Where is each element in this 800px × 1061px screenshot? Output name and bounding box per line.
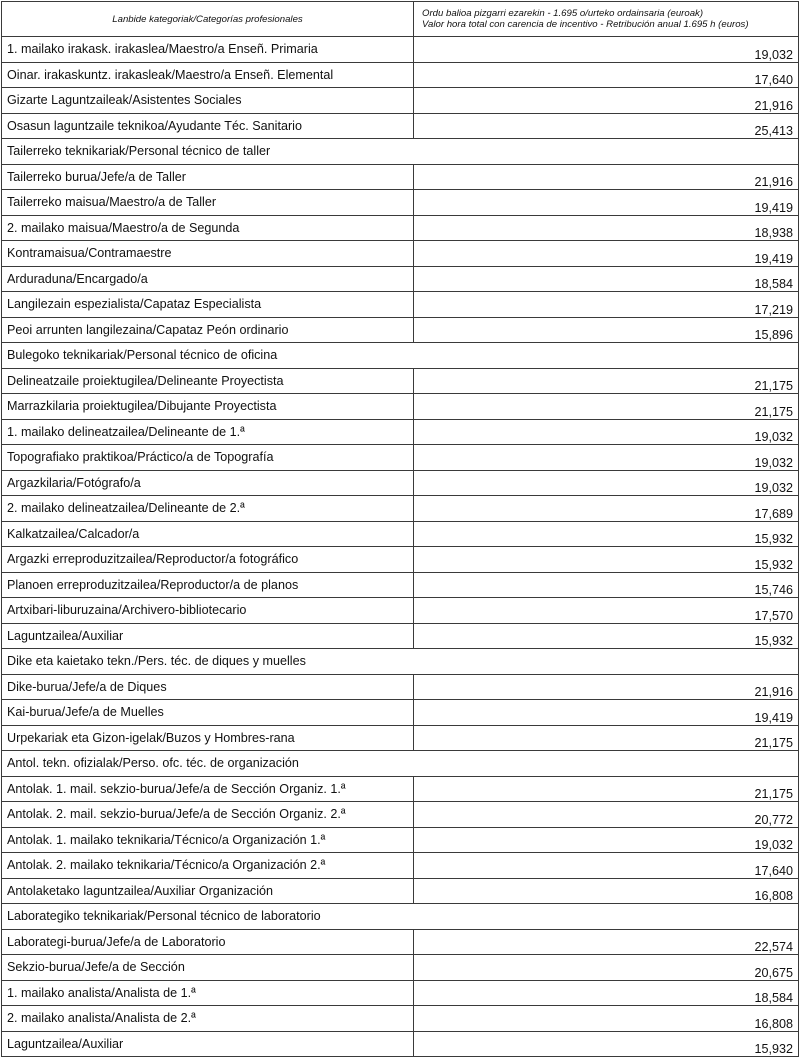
category-label: Laborategiko teknikariak/Personal técnico de laboratorio	[2, 904, 799, 930]
row-value: 19,032	[414, 445, 799, 471]
table-row	[2, 1006, 799, 1032]
row-label: Langilezain espezialista/Capataz Especialista	[2, 292, 414, 318]
table-row	[2, 62, 799, 88]
row-label: Laguntzailea/Auxiliar	[2, 623, 414, 649]
row-label: Planoen erreproduzitzailea/Reproductor/a de planos	[2, 572, 414, 598]
table-row	[2, 394, 799, 420]
table-row	[2, 598, 799, 624]
table-row	[2, 368, 799, 394]
row-label: Gizarte Laguntzaileak/Asistentes Sociales	[2, 88, 414, 114]
row-value: 21,175	[414, 368, 799, 394]
row-label: Osasun laguntzaile teknikoa/Ayudante Téc. Sanitario	[2, 113, 414, 139]
row-label: Antolaketako laguntzailea/Auxiliar Organización	[2, 878, 414, 904]
row-label: 1. mailako analista/Analista de 1.ª	[2, 980, 414, 1006]
table-row	[2, 547, 799, 573]
row-label: Antolak. 1. mailako teknikaria/Técnico/a Organización 1.ª	[2, 827, 414, 853]
table-row	[2, 878, 799, 904]
row-value: 16,808	[414, 878, 799, 904]
row-label: Antolak. 1. mail. sekzio-burua/Jefe/a de Sección Organiz. 1.ª	[2, 776, 414, 802]
table-row	[2, 572, 799, 598]
row-label: Arduraduna/Encargado/a	[2, 266, 414, 292]
row-value: 18,938	[414, 215, 799, 241]
row-value: 15,932	[414, 1031, 799, 1057]
column-header-value-basque: Ordu balioa pizgarri ezarekin - 1.695 o/urteko ordainsaria (euroak)	[422, 8, 704, 19]
table-row	[2, 88, 799, 114]
category-row	[2, 649, 799, 675]
row-value: 19,032	[414, 419, 799, 445]
row-label: Artxibari-liburuzaina/Archivero-bibliotecario	[2, 598, 414, 624]
row-label: 1. mailako delineatzailea/Delineante de 1.ª	[2, 419, 414, 445]
row-label: Marrazkilaria proiektugilea/Dibujante Proyectista	[2, 394, 414, 420]
row-value: 25,413	[414, 113, 799, 139]
row-value: 20,772	[414, 802, 799, 828]
category-label: Tailerreko teknikariak/Personal técnico de taller	[2, 139, 799, 165]
category-row	[2, 751, 799, 777]
row-label: 2. mailako analista/Analista de 2.ª	[2, 1006, 414, 1032]
row-value: 21,916	[414, 674, 799, 700]
table-row	[2, 470, 799, 496]
row-label: Kontramaisua/Contramaestre	[2, 241, 414, 267]
table-row	[2, 292, 799, 318]
table-row	[2, 37, 799, 63]
row-value: 18,584	[414, 266, 799, 292]
table-row	[2, 164, 799, 190]
table-row	[2, 776, 799, 802]
row-label: Antolak. 2. mail. sekzio-burua/Jefe/a de Sección Organiz. 2.ª	[2, 802, 414, 828]
category-label: Antol. tekn. ofizialak/Perso. ofc. téc. de organización	[2, 751, 799, 777]
row-label: Antolak. 2. mailako teknikaria/Técnico/a Organización 2.ª	[2, 853, 414, 879]
row-label: Peoi arrunten langilezaina/Capataz Peón ordinario	[2, 317, 414, 343]
row-label: Kai-burua/Jefe/a de Muelles	[2, 700, 414, 726]
row-label: 2. mailako maisua/Maestro/a de Segunda	[2, 215, 414, 241]
table-row	[2, 623, 799, 649]
row-value: 15,932	[414, 623, 799, 649]
table-row	[2, 190, 799, 216]
category-row	[2, 343, 799, 369]
table-row	[2, 215, 799, 241]
row-label: Laborategi-burua/Jefe/a de Laboratorio	[2, 929, 414, 955]
table-header-row	[2, 2, 799, 37]
row-value: 17,219	[414, 292, 799, 318]
row-value: 21,175	[414, 394, 799, 420]
row-label: Sekzio-burua/Jefe/a de Sección	[2, 955, 414, 981]
row-label: Argazki erreproduzitzailea/Reproductor/a fotográfico	[2, 547, 414, 573]
row-value: 15,932	[414, 521, 799, 547]
row-value: 15,896	[414, 317, 799, 343]
row-value: 17,640	[414, 62, 799, 88]
row-label: Argazkilaria/Fotógrafo/a	[2, 470, 414, 496]
table-row	[2, 445, 799, 471]
table-row	[2, 1031, 799, 1057]
row-value: 21,175	[414, 725, 799, 751]
row-value: 19,032	[414, 470, 799, 496]
table-row	[2, 929, 799, 955]
row-value: 17,570	[414, 598, 799, 624]
table-row	[2, 419, 799, 445]
row-value: 15,746	[414, 572, 799, 598]
row-value: 22,574	[414, 929, 799, 955]
row-value: 19,419	[414, 700, 799, 726]
table-row	[2, 241, 799, 267]
table-row	[2, 700, 799, 726]
row-value: 21,916	[414, 88, 799, 114]
row-label: Tailerreko burua/Jefe/a de Taller	[2, 164, 414, 190]
salary-table	[1, 1, 799, 1057]
row-value: 20,675	[414, 955, 799, 981]
row-label: Topografiako praktikoa/Práctico/a de Topografía	[2, 445, 414, 471]
category-label: Bulegoko teknikariak/Personal técnico de oficina	[2, 343, 799, 369]
table-row	[2, 266, 799, 292]
row-value: 21,916	[414, 164, 799, 190]
table-row	[2, 725, 799, 751]
row-label: Dike-burua/Jefe/a de Diques	[2, 674, 414, 700]
row-label: Laguntzailea/Auxiliar	[2, 1031, 414, 1057]
row-label: 1. mailako irakask. irakaslea/Maestro/a Enseñ. Primaria	[2, 37, 414, 63]
table-row	[2, 113, 799, 139]
row-label: Urpekariak eta Gizon-igelak/Buzos y Hombres-rana	[2, 725, 414, 751]
row-value: 17,689	[414, 496, 799, 522]
column-header-category: Lanbide kategoriak/Categorías profesionales	[2, 2, 414, 37]
row-label: Kalkatzailea/Calcador/a	[2, 521, 414, 547]
category-label: Dike eta kaietako tekn./Pers. téc. de diques y muelles	[2, 649, 799, 675]
table-row	[2, 802, 799, 828]
row-value: 16,808	[414, 1006, 799, 1032]
table-row	[2, 674, 799, 700]
row-value: 17,640	[414, 853, 799, 879]
row-label: Tailerreko maisua/Maestro/a de Taller	[2, 190, 414, 216]
row-value: 19,032	[414, 827, 799, 853]
category-row	[2, 139, 799, 165]
category-row	[2, 904, 799, 930]
column-header-value-spanish: Valor hora total con carencia de incentivo - Retribución anual 1.695 h (euros)	[422, 19, 749, 30]
table-row	[2, 521, 799, 547]
row-value: 21,175	[414, 776, 799, 802]
column-header-value	[414, 2, 799, 37]
row-value: 15,932	[414, 547, 799, 573]
table-row	[2, 955, 799, 981]
row-label: Oinar. irakaskuntz. irakasleak/Maestro/a Enseñ. Elemental	[2, 62, 414, 88]
table-row	[2, 496, 799, 522]
table-row	[2, 853, 799, 879]
row-value: 18,584	[414, 980, 799, 1006]
table-row	[2, 827, 799, 853]
row-value: 19,419	[414, 190, 799, 216]
row-label: 2. mailako delineatzailea/Delineante de 2.ª	[2, 496, 414, 522]
table-body	[2, 37, 799, 1057]
table-row	[2, 980, 799, 1006]
row-label: Delineatzaile proiektugilea/Delineante Proyectista	[2, 368, 414, 394]
row-value: 19,419	[414, 241, 799, 267]
row-value: 19,032	[414, 37, 799, 63]
table-row	[2, 317, 799, 343]
